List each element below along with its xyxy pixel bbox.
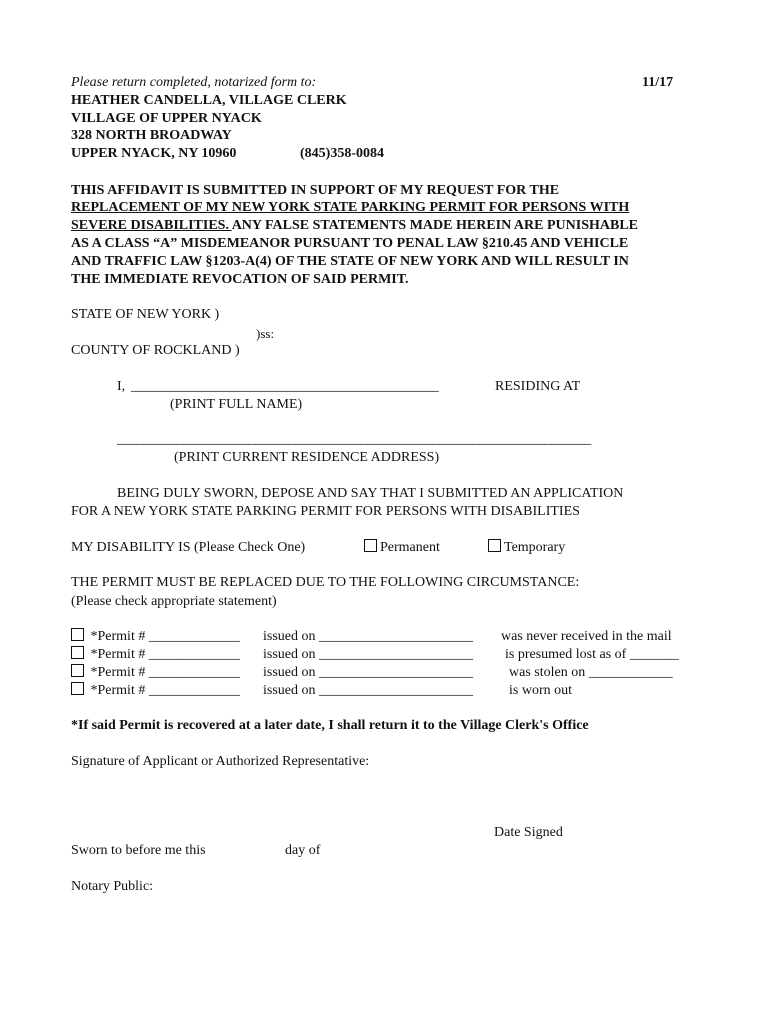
circumstance-row [71,682,240,700]
venue-county: COUNTY OF ROCKLAND ) [71,343,240,358]
street-address: 328 NORTH BROADWAY [71,128,232,143]
name-caption: (PRINT FULL NAME) [170,397,303,412]
return-instruction: Please return completed, notarized form to: [71,75,317,90]
applicant-name-field[interactable]: ________________________________________________ [131,379,439,394]
applicant-i-label: I, [117,379,126,394]
affidavit-line-2: REPLACEMENT OF MY NEW YORK STATE PARKING PERMIT FOR PERSONS WITH [71,200,630,215]
village-name: VILLAGE OF UPPER NYACK [71,111,262,126]
issued-on-field[interactable]: issued on ______________________ [263,683,473,698]
address-field[interactable]: ________________________________________________________________________ [117,432,591,447]
temporary-label: Temporary [504,540,566,555]
phone-number: (845)358-0084 [300,146,384,161]
recovery-note: *If said Permit is recovered at a later date, I shall return it to the Village Clerk's Office [71,718,589,733]
circumstance-row [71,664,240,682]
sworn-before-label: Sworn to before me this [71,843,206,858]
affidavit-line-3 [71,217,638,235]
affidavit-line-3-rest: ANY FALSE STATEMENTS MADE HEREIN ARE PUNISHABLE [231,218,639,233]
venue-ss: )ss: [256,326,275,341]
affidavit-line-5: AND TRAFFIC LAW §1203-A(4) OF THE STATE OF NEW YORK AND WILL RESULT IN [71,254,629,269]
issued-on-field[interactable]: issued on ______________________ [263,647,473,662]
form-revision-code: 11/17 [642,75,674,90]
circumstance-row [71,628,240,646]
presumed-lost-checkbox[interactable] [71,646,84,659]
day-of-label: day of [285,843,321,858]
residing-at-label: RESIDING AT [495,379,581,394]
clerk-name: HEATHER CANDELLA, VILLAGE CLERK [71,93,347,108]
issued-on-field[interactable]: issued on ______________________ [263,665,473,680]
circumstance-text[interactable]: is presumed lost as of _______ [505,647,679,662]
affidavit-underlined-phrase: SEVERE DISABILITIES. [71,218,232,233]
permanent-checkbox[interactable] [364,539,377,552]
circumstance-heading: THE PERMIT MUST BE REPLACED DUE TO THE FOLLOWING CIRCUMSTANCE: [71,575,580,590]
never-received-checkbox[interactable] [71,628,84,641]
affidavit-line-6: THE IMMEDIATE REVOCATION OF SAID PERMIT. [71,272,409,287]
permit-number-field[interactable]: *Permit # _____________ [90,683,240,698]
permit-number-field[interactable]: *Permit # _____________ [90,629,240,644]
affidavit-line-4: AS A CLASS “A” MISDEMEANOR PURSUANT TO PENAL LAW §210.45 AND VEHICLE [71,236,629,251]
city-state-zip: UPPER NYACK, NY 10960 [71,146,237,161]
sworn-statement-line-1: BEING DULY SWORN, DEPOSE AND SAY THAT I SUBMITTED AN APPLICATION [117,486,624,501]
circumstance-text: is worn out [509,683,572,698]
permanent-option[interactable] [364,539,440,557]
signature-label: Signature of Applicant or Authorized Representative: [71,754,370,769]
circumstance-text: was never received in the mail [501,629,672,644]
stolen-checkbox[interactable] [71,664,84,677]
date-signed-label: Date Signed [494,825,563,840]
notary-label: Notary Public: [71,879,154,894]
permit-number-field[interactable]: *Permit # _____________ [90,665,240,680]
temporary-checkbox[interactable] [488,539,501,552]
worn-out-checkbox[interactable] [71,682,84,695]
affidavit-line-1: THIS AFFIDAVIT IS SUBMITTED IN SUPPORT OF MY REQUEST FOR THE [71,183,560,198]
address-caption: (PRINT CURRENT RESIDENCE ADDRESS) [174,450,440,465]
sworn-statement-line-2: FOR A NEW YORK STATE PARKING PERMIT FOR PERSONS WITH DISABILITIES [71,504,580,519]
disability-label: MY DISABILITY IS (Please Check One) [71,540,306,555]
circumstance-instruction: (Please check appropriate statement) [71,594,277,609]
permanent-label: Permanent [380,540,440,555]
temporary-option[interactable] [488,539,565,557]
venue-state: STATE OF NEW YORK ) [71,307,220,322]
permit-number-field[interactable]: *Permit # _____________ [90,647,240,662]
circumstance-row [71,646,240,664]
issued-on-field[interactable]: issued on ______________________ [263,629,473,644]
circumstance-text[interactable]: was stolen on ____________ [509,665,673,680]
